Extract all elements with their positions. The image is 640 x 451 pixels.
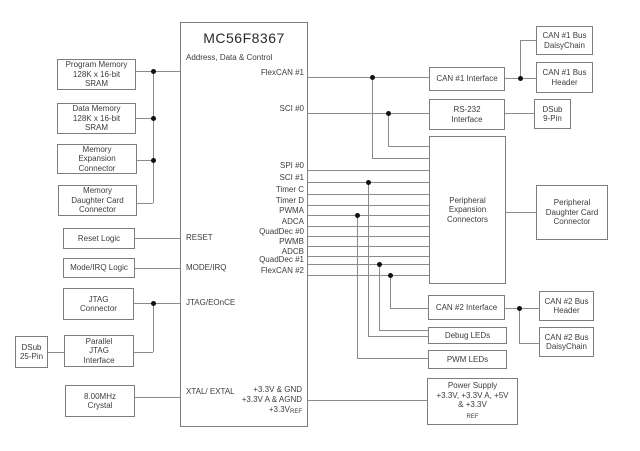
wire-sci1-branch (368, 336, 428, 337)
pin-quaddec1: QuadDec #1 (259, 255, 304, 264)
block-label (458, 400, 487, 422)
junction-dot (151, 158, 156, 163)
block-label: Reset Logic (77, 233, 121, 243)
block-label: Program Memory (65, 60, 128, 70)
block-label: CAN #2 Bus (544, 296, 589, 306)
block-label: DSub (542, 104, 563, 114)
block-label: Header (551, 77, 578, 87)
block-label: 9-Pin (543, 114, 562, 123)
can2-bus-header-block (539, 291, 594, 321)
block-label: Connectors (447, 214, 488, 224)
wire-can1-daisychain (520, 40, 536, 41)
memory-daughter-card-block (58, 185, 137, 216)
block-label: CAN #2 Bus (544, 332, 589, 342)
junction-dot (386, 111, 391, 116)
wire-flexcan1-branch (372, 158, 429, 159)
block-label: 128K x 16-bit (72, 113, 121, 123)
crystal-block (65, 385, 135, 417)
wire-crystal (135, 397, 180, 398)
block-label: Connector (553, 217, 591, 227)
block-label: DaisyChain (546, 342, 587, 351)
block-label: Data Memory (72, 104, 121, 114)
block-label: Power Supply (447, 381, 498, 390)
jtag-connector-block (63, 288, 134, 320)
wire-flexcan2 (308, 275, 429, 276)
block-label: Connector (79, 205, 116, 215)
wire-can2-daisychain (519, 343, 539, 344)
wire-can2-daisychain-vertical (519, 308, 520, 343)
wire-adca (308, 226, 429, 227)
block-label: 128K x 16-bit (72, 69, 121, 79)
pin-mode-irq: MODE/IRQ (186, 263, 227, 272)
wire-pwma (308, 215, 429, 216)
junction-dot (517, 306, 522, 311)
junction-dot (377, 262, 382, 267)
wire-quaddec1 (308, 264, 429, 265)
block-label: Expansion (78, 154, 116, 164)
pin-label: EXTAL (209, 387, 235, 396)
block-label: JTAG (89, 346, 109, 356)
block-label: Connector (80, 304, 117, 313)
pin-timer-c: Timer C (275, 185, 304, 194)
block-label: DSub (21, 342, 42, 352)
power-supply-block (427, 378, 518, 425)
block-label: +3.3V, +3.3V A, +5V (436, 390, 509, 400)
block-label: Parallel (85, 336, 113, 346)
junction-dot (388, 273, 393, 278)
wire-timer-d (308, 205, 429, 206)
junction-dot (366, 180, 371, 185)
mcu-title: MC56F8367 (203, 30, 285, 46)
block-label: Mode/IRQ Logic (70, 263, 128, 273)
wire-reset (135, 238, 180, 239)
wire-can2-header (505, 308, 539, 309)
block-label-subscript: REF (466, 413, 479, 420)
pin-label: XTAL/ (186, 387, 208, 396)
block-label: Interface (451, 114, 483, 124)
wire-periph-daughter (506, 212, 536, 213)
junction-dot (151, 116, 156, 121)
wire-spi0 (308, 170, 429, 171)
pin-flexcan2: FlexCAN #2 (260, 266, 304, 275)
wire-flexcan1 (308, 77, 429, 78)
pin-label: Address, (186, 53, 218, 62)
block-label: Daughter Card (71, 195, 124, 205)
reset-logic-block (63, 228, 135, 249)
memory-expansion-block (57, 144, 137, 174)
block-label: Expansion (448, 205, 487, 215)
pin-jtag-eonce: JTAG/EOnCE (186, 298, 236, 307)
wire-dsub9 (505, 113, 534, 114)
pin-pwmb: PWMB (279, 237, 304, 246)
peripheral-expansion-block (429, 136, 506, 284)
can2-interface-block (428, 295, 505, 320)
block-label: RS-232 (453, 105, 481, 114)
pin-sci1: SCI #1 (279, 173, 304, 182)
block-label: SRAM (84, 79, 109, 89)
pin-pwma: PWMA (279, 206, 304, 215)
program-memory-block (57, 59, 136, 90)
dsub25-block (15, 336, 48, 368)
pin-xtal-extal (186, 386, 235, 397)
pin-label: Data & (219, 53, 245, 62)
block-label: Header (553, 306, 580, 315)
can1-bus-header-block (536, 62, 593, 93)
pin-sci0: SCI #0 (279, 104, 304, 113)
pin-quaddec0: QuadDec #0 (259, 227, 304, 236)
wire-quaddec1-branch (379, 330, 428, 331)
dsub9-block (534, 99, 571, 129)
block-label: Interface (83, 355, 115, 365)
block-label: DaisyChain (544, 40, 585, 50)
block-label: Peripheral (553, 198, 591, 208)
block-label: Debug LEDs (444, 330, 491, 340)
wire-power (308, 400, 427, 401)
wire-flexcan1-branch-vertical (372, 77, 373, 158)
pin-adcb: ADCB (281, 247, 304, 256)
block-label: Peripheral (449, 195, 486, 205)
block-label: 25-Pin (19, 352, 44, 361)
debug-leds-block (428, 327, 507, 344)
block-label: CAN #2 Interface (435, 302, 498, 312)
wire-mode-irq (135, 268, 180, 269)
pin-address-data-control (186, 53, 272, 63)
wire-quaddec1-branch-vertical (379, 264, 380, 330)
wire-jtag (134, 303, 180, 304)
block-label: CAN #1 Bus (542, 68, 587, 77)
wire-memory-bus-vertical (153, 71, 154, 203)
wire-flexcan2-branch (390, 308, 428, 309)
block-label: Memory (82, 144, 112, 154)
junction-dot (370, 75, 375, 80)
pin-timer-d: Timer D (275, 196, 304, 205)
wire-memory-daughter (137, 203, 153, 204)
wire-jtag-vertical (153, 303, 154, 352)
wire-adcb (308, 256, 429, 257)
block-label: PWM LEDs (446, 354, 489, 364)
wire-sci0-branch (388, 146, 429, 147)
pin-3v3-ref (269, 405, 302, 415)
block-label: CAN #1 Bus (542, 31, 587, 40)
pin-reset: RESET (186, 233, 213, 242)
wire-memory-bus (136, 71, 180, 72)
block-label: 8.00MHz (83, 391, 116, 401)
parallel-jtag-block (64, 335, 134, 367)
pwm-leds-block (428, 350, 507, 369)
pin-3v3a-agnd: +3.3V A & AGND (241, 395, 302, 404)
pin-flexcan1: FlexCAN #1 (260, 68, 304, 77)
wire-can1-daisychain-vertical (520, 40, 521, 78)
pin-label-subscript: REF (290, 409, 302, 415)
pin-label: Control (246, 53, 273, 62)
rs232-interface-block (429, 99, 505, 130)
block-label: & +3.3V (458, 400, 487, 409)
wire-pwma-branch (357, 358, 428, 359)
wire-sci0-branch-vertical (388, 113, 389, 146)
can1-interface-block (429, 67, 505, 91)
pin-adca: ADCA (281, 217, 304, 226)
pin-spi0: SPI #0 (279, 161, 304, 170)
block-label: CAN #1 Interface (436, 74, 498, 84)
junction-dot (518, 76, 523, 81)
wire-flexcan2-branch-vertical (390, 275, 391, 308)
junction-dot (355, 213, 360, 218)
junction-dot (151, 69, 156, 74)
block-label: Memory (83, 186, 112, 196)
block-label: Daughter Card (545, 207, 599, 217)
wire-timer-c (308, 194, 429, 195)
wire-parallel-jtag (134, 352, 153, 353)
block-label: JTAG (88, 294, 109, 304)
wire-sci0 (308, 113, 429, 114)
can2-bus-daisychain-block (539, 327, 594, 357)
pin-3v3-gnd: +3.3V & GND (253, 385, 302, 394)
junction-dot (151, 301, 156, 306)
block-label: Connector (78, 163, 116, 173)
wire-quaddec0 (308, 236, 429, 237)
wire-pwmb (308, 246, 429, 247)
can1-bus-daisychain-block (536, 26, 593, 55)
pin-label: +3.3V (268, 405, 290, 414)
data-memory-block (57, 103, 136, 134)
block-label: SRAM (84, 123, 109, 133)
mode-irq-logic-block (63, 258, 135, 278)
block-label: Crystal (87, 401, 113, 410)
wire-dsub25 (48, 352, 64, 353)
peripheral-daughter-card-block (536, 185, 608, 240)
